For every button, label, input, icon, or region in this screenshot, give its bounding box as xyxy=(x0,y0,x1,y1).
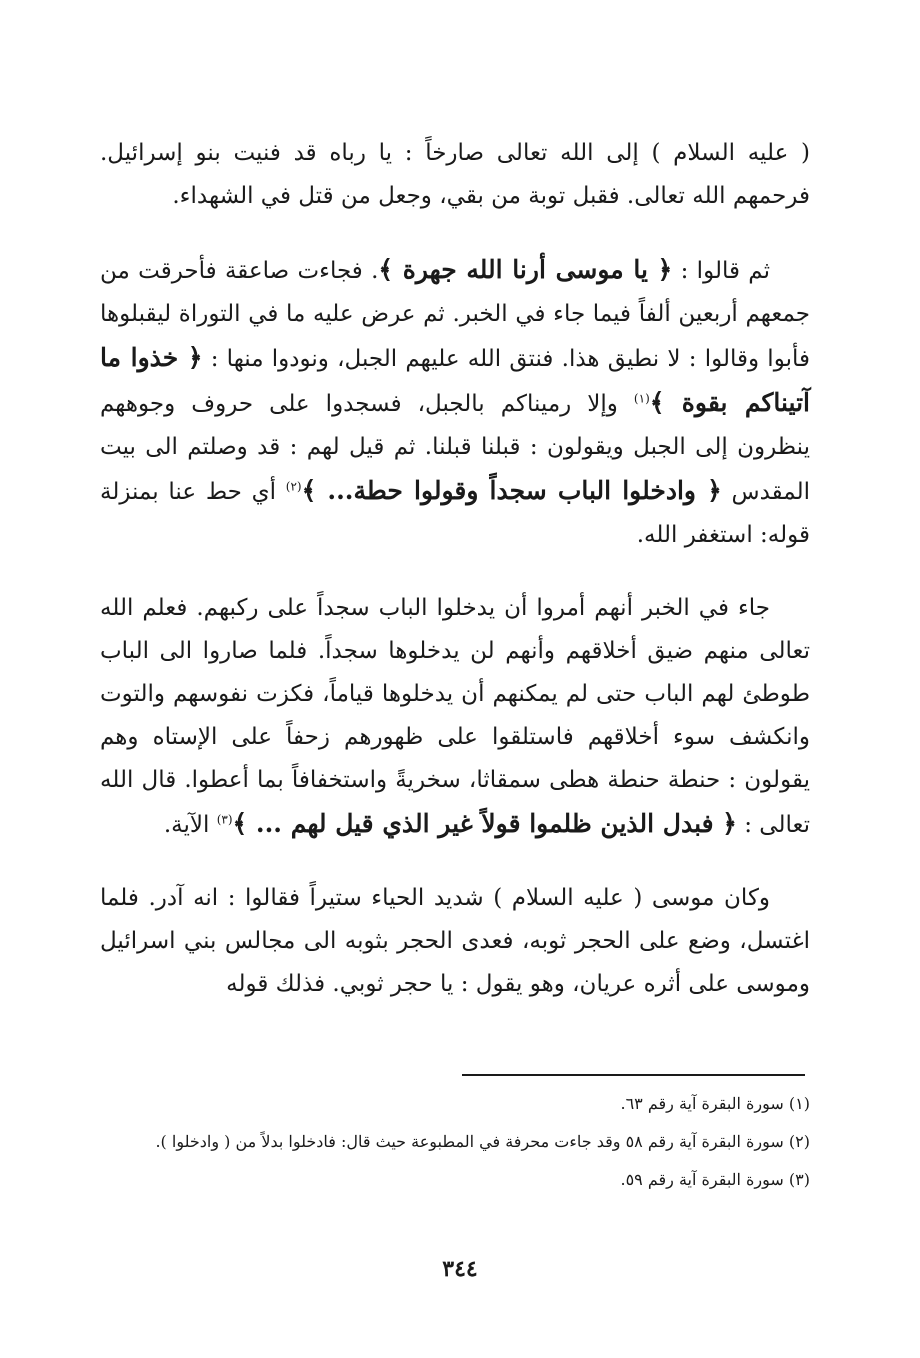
footnote-separator xyxy=(462,1074,805,1076)
quran-verse: ﴿ خذوا ما آتيناكم بقوة ﴾ xyxy=(100,343,810,417)
text-segment: الآية. xyxy=(163,812,217,838)
main-text xyxy=(100,132,810,1036)
page-number: ٣٤٤ xyxy=(442,1256,478,1282)
footnotes xyxy=(140,1090,810,1204)
paragraph xyxy=(100,877,810,1006)
footnote-1: (١) سورة البقرة آية رقم ٦٣. xyxy=(620,1094,810,1113)
text-segment: جاء في الخبر أنهم أمروا أن يدخلوا الباب سجداً على ركبهم. فعلم الله تعالى منهم ضيق أخلاقهم وأنهم لن يدخلوها سجداً. فلما صاروا الى الباب طوطئ لهم الباب حتى لم يمكنهم أن يدخلوها قياماً، فكزت نفوسهم والتوت وانكشف سوء أخلاقهم فاستلقوا على ظهورهم زحفاً على الإستاه وهم يقولون : حنطة حنطة هطى سمقاثا، سخريةً واستخفافاً بما أعطوا. قال الله تعالى : xyxy=(100,595,810,838)
paragraph xyxy=(100,248,810,557)
footnote-2: (٢) سورة البقرة آية رقم ٥٨ وقد جاءت محرفة في المطبوعة حيث قال: فادخلوا بدلاً من ( وادخلوا ). xyxy=(155,1132,810,1151)
quran-verse: ﴿ فبدل الذين ظلموا قولاً غير الذي قيل لهم ... ﴾ xyxy=(232,809,737,838)
footnote-3: (٣) سورة البقرة آية رقم ٥٩. xyxy=(620,1170,810,1189)
text-segment: أي حط عنا بمنزلة قوله: استغفر الله. xyxy=(100,479,810,548)
text-segment: ثم قالوا : xyxy=(672,258,770,284)
quran-verse: ﴿ وادخلوا الباب سجداً وقولوا حطة... ﴾ xyxy=(301,476,722,505)
text-segment: وإلا رميناكم بالجبل، فسجدوا على حروف وجوههم ينظرون إلى الجبل ويقولون : قبلنا قبلنا. ثم قيل لهم : قد وصلتم الى بيت المقدس xyxy=(100,391,810,505)
footnote-marker: (٢) xyxy=(285,479,302,494)
text-segment: . فجاءت صاعقة فأحرقت من جمعهم أربعين ألفاً فيما جاء في الخبر. ثم عرض عليه ما في التوراة ليقبلوها فأبوا وقالوا : لا نطيق هذا. فنتق الله عليهم الجبل، ونودوا منها : xyxy=(100,258,810,372)
paragraph xyxy=(100,587,810,847)
footnote-marker: (٣) xyxy=(216,812,233,827)
text-segment: وكان موسى ( عليه السلام ) شديد الحياء ستيراً فقالوا : انه آدر. فلما اغتسل، وضع على الحجر ثوبه، فعدى الحجر بثوبه الى مجالس بني اسرائيل وموسى على أثره عريان، وهو يقول : يا حجر ثوبي. فذلك قوله xyxy=(100,885,810,997)
footnote-marker: (١) xyxy=(633,391,650,406)
paragraph xyxy=(100,132,810,218)
text-segment: ( عليه السلام ) إلى الله تعالى صارخاً : يا رباه قد فنيت بنو إسرائيل. فرحمهم الله تعالى. فقبل توبة من بقي، وجعل من قتل في الشهداء. xyxy=(100,140,810,209)
quran-verse: ﴿ يا موسى أرنا الله جهرة ﴾ xyxy=(378,255,673,284)
